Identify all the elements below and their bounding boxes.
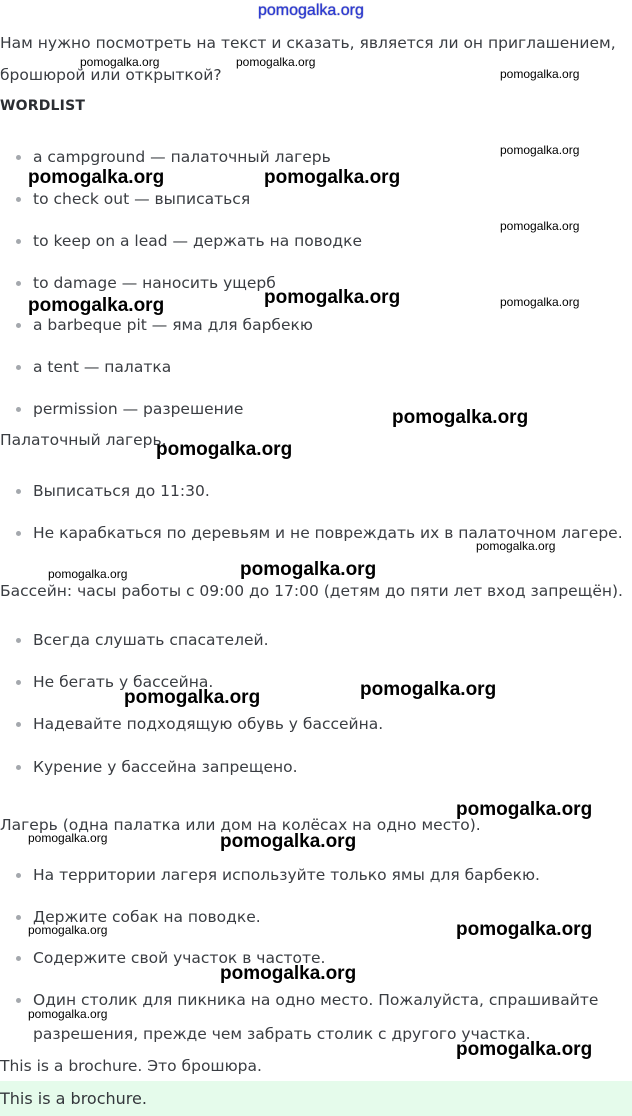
bullet-icon <box>16 998 21 1003</box>
list-item: a tent — палатка <box>33 358 172 376</box>
watermark: pomogalka.org <box>124 687 261 708</box>
watermark: pomogalka.org <box>500 295 580 309</box>
answer-box <box>0 1081 632 1116</box>
watermark: pomogalka.org <box>456 1039 593 1060</box>
bullet-icon <box>16 956 21 961</box>
watermark: pomogalka.org <box>28 923 108 937</box>
list-item: to check out — выписаться <box>33 190 251 208</box>
bullet-icon <box>16 873 21 878</box>
watermark: pomogalka.org <box>28 1007 108 1021</box>
bullet-icon <box>16 155 21 160</box>
list-item: Один столик для пикника на одно место. Пожалуйста, спрашивайте <box>33 991 599 1009</box>
bullet-icon <box>16 765 21 770</box>
section-title-campground: Палаточный лагерь. <box>0 431 167 449</box>
bullet-icon <box>16 680 21 685</box>
watermark: pomogalka.org <box>28 295 165 316</box>
list-item: Выписаться до 11:30. <box>33 482 210 500</box>
list-item: Всегда слушать спасателей. <box>33 631 269 649</box>
watermark: pomogalka.org <box>28 167 165 188</box>
conclusion-text: This is a brochure. Это брошюра. <box>0 1057 262 1075</box>
list-item: Содержите свой участок в частоте. <box>33 949 326 967</box>
watermark: pomogalka.org <box>264 287 401 308</box>
watermark: pomogalka.org <box>500 67 580 81</box>
wordlist-heading: WORDLIST <box>0 98 86 114</box>
intro-line-1: Нам нужно посмотреть на текст и сказать, является ли он приглашением, <box>0 34 616 52</box>
list-item: Курение у бассейна запрещено. <box>33 758 298 776</box>
watermark: pomogalka.org <box>220 963 357 984</box>
section-title-camp: Лагерь (одна палатка или дом на колёсах на одно место). <box>0 816 481 834</box>
watermark: pomogalka.org <box>48 567 128 581</box>
watermark: pomogalka.org <box>476 539 556 553</box>
watermark: pomogalka.org <box>360 679 497 700</box>
list-item: a campground — палаточный лагерь <box>33 148 331 166</box>
list-item: На территории лагеря используйте только ямы для барбекю. <box>33 866 540 884</box>
watermark: pomogalka.org <box>80 55 160 69</box>
watermark: pomogalka.org <box>456 919 593 940</box>
watermark-top: pomogalka.org <box>258 2 364 19</box>
watermark: pomogalka.org <box>500 219 580 233</box>
watermark: pomogalka.org <box>456 799 593 820</box>
list-item: Держите собак на поводке. <box>33 908 261 926</box>
list-item: a barbeque pit — яма для барбекю <box>33 316 313 334</box>
watermark: pomogalka.org <box>240 559 377 580</box>
list-item: to damage — наносить ущерб <box>33 274 276 292</box>
watermark: pomogalka.org <box>500 143 580 157</box>
bullet-icon <box>16 489 21 494</box>
bullet-icon <box>16 323 21 328</box>
bullet-icon <box>16 407 21 412</box>
bullet-icon <box>16 281 21 286</box>
list-item: permission — разрешение <box>33 400 244 418</box>
watermark: pomogalka.org <box>392 407 529 428</box>
bullet-icon <box>16 531 21 536</box>
watermark: pomogalka.org <box>156 439 293 460</box>
list-item: Не карабкаться по деревьям и не повреждать их в палаточном лагере. <box>33 524 623 542</box>
watermark: pomogalka.org <box>28 831 108 845</box>
bullet-icon <box>16 722 21 727</box>
list-item: Не бегать у бассейна. <box>33 673 214 691</box>
answer-text: This is a brochure. <box>0 1089 147 1108</box>
list-item-continuation: разрешения, прежде чем забрать столик с другого участка. <box>33 1025 531 1043</box>
list-item: Надевайте подходящую обувь у бассейна. <box>33 715 384 733</box>
bullet-icon <box>16 915 21 920</box>
bullet-icon <box>16 239 21 244</box>
watermark: pomogalka.org <box>264 167 401 188</box>
bullet-icon <box>16 197 21 202</box>
list-item: to keep on a lead — держать на поводке <box>33 232 362 250</box>
bullet-icon <box>16 638 21 643</box>
section-title-pool: Бассейн: часы работы с 09:00 до 17:00 (детям до пяти лет вход запрещён). <box>0 582 623 600</box>
watermark: pomogalka.org <box>236 55 316 69</box>
watermark: pomogalka.org <box>220 831 357 852</box>
intro-line-2: брошюрой или открыткой? <box>0 66 222 84</box>
bullet-icon <box>16 365 21 370</box>
